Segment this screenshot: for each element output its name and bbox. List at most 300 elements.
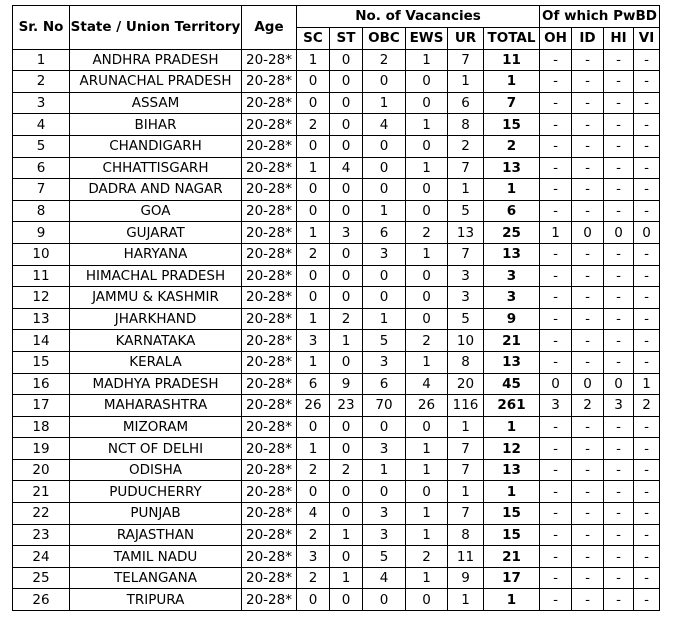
cell-total: 25 bbox=[484, 222, 540, 244]
header-row-1 bbox=[13, 6, 660, 28]
cell-ews: 0 bbox=[406, 308, 448, 330]
cell-sr: 10 bbox=[13, 243, 70, 265]
cell-id: 0 bbox=[572, 222, 604, 244]
cell-vi: - bbox=[634, 438, 660, 460]
cell-st: 4 bbox=[330, 157, 363, 179]
cell-age: 20-28* bbox=[242, 200, 297, 222]
table-row bbox=[13, 395, 660, 417]
cell-sr: 11 bbox=[13, 265, 70, 287]
cell-ews: 0 bbox=[406, 287, 448, 309]
cell-sc: 0 bbox=[297, 71, 330, 93]
cell-ur: 7 bbox=[448, 503, 484, 525]
table-row bbox=[13, 438, 660, 460]
cell-obc: 1 bbox=[363, 200, 406, 222]
cell-st: 0 bbox=[330, 265, 363, 287]
cell-oh: - bbox=[540, 71, 572, 93]
cell-ews: 0 bbox=[406, 71, 448, 93]
table-row bbox=[13, 330, 660, 352]
cell-total: 13 bbox=[484, 351, 540, 373]
cell-oh: - bbox=[540, 308, 572, 330]
cell-ur: 6 bbox=[448, 92, 484, 114]
cell-ur: 116 bbox=[448, 395, 484, 417]
cell-hi: 0 bbox=[604, 222, 634, 244]
cell-oh: 1 bbox=[540, 222, 572, 244]
cell-ews: 1 bbox=[406, 524, 448, 546]
cell-state: TRIPURA bbox=[70, 589, 242, 611]
cell-sr: 6 bbox=[13, 157, 70, 179]
cell-oh: - bbox=[540, 179, 572, 201]
cell-oh: - bbox=[540, 200, 572, 222]
cell-sr: 1 bbox=[13, 49, 70, 71]
cell-ews: 0 bbox=[406, 416, 448, 438]
cell-state: JAMMU & KASHMIR bbox=[70, 287, 242, 309]
cell-obc: 4 bbox=[363, 567, 406, 589]
cell-oh: 3 bbox=[540, 395, 572, 417]
cell-ews: 1 bbox=[406, 49, 448, 71]
cell-age: 20-28* bbox=[242, 179, 297, 201]
cell-total: 2 bbox=[484, 135, 540, 157]
cell-id: - bbox=[572, 92, 604, 114]
table-row bbox=[13, 546, 660, 568]
cell-age: 20-28* bbox=[242, 135, 297, 157]
cell-oh: - bbox=[540, 524, 572, 546]
cell-id: - bbox=[572, 503, 604, 525]
cell-st: 0 bbox=[330, 351, 363, 373]
cell-obc: 0 bbox=[363, 481, 406, 503]
cell-obc: 3 bbox=[363, 524, 406, 546]
cell-id: - bbox=[572, 481, 604, 503]
cell-ews: 2 bbox=[406, 330, 448, 352]
cell-ur: 2 bbox=[448, 135, 484, 157]
cell-sr: 19 bbox=[13, 438, 70, 460]
cell-total: 17 bbox=[484, 567, 540, 589]
header-ews: EWS bbox=[406, 27, 448, 49]
table-row bbox=[13, 481, 660, 503]
cell-vi: - bbox=[634, 200, 660, 222]
cell-sc: 2 bbox=[297, 524, 330, 546]
cell-oh: - bbox=[540, 503, 572, 525]
cell-st: 9 bbox=[330, 373, 363, 395]
cell-ur: 8 bbox=[448, 114, 484, 136]
cell-id: - bbox=[572, 524, 604, 546]
cell-st: 0 bbox=[330, 438, 363, 460]
cell-ur: 7 bbox=[448, 49, 484, 71]
cell-hi: 3 bbox=[604, 395, 634, 417]
cell-ur: 7 bbox=[448, 459, 484, 481]
cell-sr: 17 bbox=[13, 395, 70, 417]
cell-oh: - bbox=[540, 243, 572, 265]
cell-ur: 5 bbox=[448, 200, 484, 222]
cell-obc: 70 bbox=[363, 395, 406, 417]
cell-state: KERALA bbox=[70, 351, 242, 373]
cell-hi: - bbox=[604, 71, 634, 93]
cell-hi: - bbox=[604, 200, 634, 222]
header-hi: HI bbox=[604, 27, 634, 49]
cell-ur: 3 bbox=[448, 265, 484, 287]
table-row bbox=[13, 308, 660, 330]
cell-total: 21 bbox=[484, 330, 540, 352]
cell-sc: 0 bbox=[297, 589, 330, 611]
cell-st: 2 bbox=[330, 308, 363, 330]
cell-id: - bbox=[572, 589, 604, 611]
cell-hi: - bbox=[604, 503, 634, 525]
cell-oh: - bbox=[540, 157, 572, 179]
cell-id: - bbox=[572, 265, 604, 287]
cell-obc: 1 bbox=[363, 459, 406, 481]
header-st: ST bbox=[330, 27, 363, 49]
cell-obc: 3 bbox=[363, 438, 406, 460]
cell-st: 0 bbox=[330, 589, 363, 611]
cell-sr: 12 bbox=[13, 287, 70, 309]
cell-id: - bbox=[572, 114, 604, 136]
cell-vi: - bbox=[634, 92, 660, 114]
cell-hi: 0 bbox=[604, 373, 634, 395]
cell-sc: 0 bbox=[297, 287, 330, 309]
cell-hi: - bbox=[604, 459, 634, 481]
cell-state: TAMIL NADU bbox=[70, 546, 242, 568]
vacancy-table bbox=[12, 5, 660, 611]
cell-ur: 8 bbox=[448, 524, 484, 546]
cell-ur: 9 bbox=[448, 567, 484, 589]
cell-sc: 2 bbox=[297, 567, 330, 589]
cell-sr: 22 bbox=[13, 503, 70, 525]
cell-vi: - bbox=[634, 114, 660, 136]
cell-id: - bbox=[572, 49, 604, 71]
cell-total: 1 bbox=[484, 589, 540, 611]
table-row bbox=[13, 243, 660, 265]
cell-state: TELANGANA bbox=[70, 567, 242, 589]
table-row bbox=[13, 114, 660, 136]
cell-total: 1 bbox=[484, 416, 540, 438]
cell-state: RAJASTHAN bbox=[70, 524, 242, 546]
cell-obc: 3 bbox=[363, 243, 406, 265]
cell-vi: - bbox=[634, 351, 660, 373]
cell-st: 1 bbox=[330, 567, 363, 589]
cell-st: 0 bbox=[330, 546, 363, 568]
cell-sc: 26 bbox=[297, 395, 330, 417]
cell-sr: 26 bbox=[13, 589, 70, 611]
cell-ur: 7 bbox=[448, 243, 484, 265]
cell-total: 15 bbox=[484, 114, 540, 136]
header-total: TOTAL bbox=[484, 27, 540, 49]
cell-ews: 4 bbox=[406, 373, 448, 395]
header-vacancies-group: No. of Vacancies bbox=[297, 6, 540, 28]
cell-sc: 0 bbox=[297, 416, 330, 438]
cell-total: 9 bbox=[484, 308, 540, 330]
cell-id: - bbox=[572, 179, 604, 201]
cell-ews: 26 bbox=[406, 395, 448, 417]
cell-state: PUDUCHERRY bbox=[70, 481, 242, 503]
cell-ur: 5 bbox=[448, 308, 484, 330]
cell-ews: 0 bbox=[406, 179, 448, 201]
cell-oh: - bbox=[540, 92, 572, 114]
cell-ews: 1 bbox=[406, 351, 448, 373]
cell-hi: - bbox=[604, 416, 634, 438]
table-row bbox=[13, 200, 660, 222]
cell-oh: 0 bbox=[540, 373, 572, 395]
cell-vi: - bbox=[634, 416, 660, 438]
cell-ur: 1 bbox=[448, 589, 484, 611]
cell-sr: 7 bbox=[13, 179, 70, 201]
cell-ur: 13 bbox=[448, 222, 484, 244]
cell-age: 20-28* bbox=[242, 265, 297, 287]
cell-ews: 1 bbox=[406, 438, 448, 460]
cell-st: 0 bbox=[330, 200, 363, 222]
cell-ews: 1 bbox=[406, 114, 448, 136]
cell-id: - bbox=[572, 308, 604, 330]
cell-ews: 1 bbox=[406, 567, 448, 589]
cell-obc: 5 bbox=[363, 330, 406, 352]
cell-st: 0 bbox=[330, 416, 363, 438]
table-row bbox=[13, 265, 660, 287]
cell-age: 20-28* bbox=[242, 459, 297, 481]
cell-sr: 18 bbox=[13, 416, 70, 438]
cell-vi: - bbox=[634, 265, 660, 287]
table-row bbox=[13, 71, 660, 93]
cell-ur: 8 bbox=[448, 351, 484, 373]
table-header bbox=[13, 6, 660, 50]
cell-hi: - bbox=[604, 114, 634, 136]
cell-total: 3 bbox=[484, 287, 540, 309]
cell-sc: 1 bbox=[297, 157, 330, 179]
cell-sc: 0 bbox=[297, 135, 330, 157]
cell-st: 0 bbox=[330, 71, 363, 93]
cell-vi: - bbox=[634, 308, 660, 330]
cell-ur: 1 bbox=[448, 416, 484, 438]
cell-ur: 1 bbox=[448, 71, 484, 93]
cell-ur: 1 bbox=[448, 481, 484, 503]
cell-oh: - bbox=[540, 481, 572, 503]
header-state: State / Union Territory bbox=[70, 6, 242, 50]
cell-id: 2 bbox=[572, 395, 604, 417]
cell-ews: 0 bbox=[406, 92, 448, 114]
table-row bbox=[13, 459, 660, 481]
cell-age: 20-28* bbox=[242, 416, 297, 438]
cell-vi: - bbox=[634, 135, 660, 157]
cell-total: 15 bbox=[484, 503, 540, 525]
cell-ews: 1 bbox=[406, 243, 448, 265]
cell-state: HARYANA bbox=[70, 243, 242, 265]
cell-age: 20-28* bbox=[242, 503, 297, 525]
cell-total: 1 bbox=[484, 179, 540, 201]
cell-age: 20-28* bbox=[242, 308, 297, 330]
cell-hi: - bbox=[604, 179, 634, 201]
cell-ur: 20 bbox=[448, 373, 484, 395]
cell-obc: 0 bbox=[363, 287, 406, 309]
cell-age: 20-28* bbox=[242, 49, 297, 71]
cell-id: 0 bbox=[572, 373, 604, 395]
cell-total: 12 bbox=[484, 438, 540, 460]
table-body bbox=[13, 49, 660, 610]
cell-oh: - bbox=[540, 114, 572, 136]
cell-age: 20-28* bbox=[242, 330, 297, 352]
table-row bbox=[13, 179, 660, 201]
cell-sr: 14 bbox=[13, 330, 70, 352]
cell-id: - bbox=[572, 200, 604, 222]
cell-age: 20-28* bbox=[242, 373, 297, 395]
cell-ur: 7 bbox=[448, 157, 484, 179]
cell-ews: 0 bbox=[406, 135, 448, 157]
cell-age: 20-28* bbox=[242, 524, 297, 546]
cell-obc: 3 bbox=[363, 351, 406, 373]
cell-sc: 1 bbox=[297, 351, 330, 373]
cell-oh: - bbox=[540, 567, 572, 589]
cell-hi: - bbox=[604, 589, 634, 611]
cell-obc: 1 bbox=[363, 92, 406, 114]
cell-sc: 0 bbox=[297, 481, 330, 503]
header-id: ID bbox=[572, 27, 604, 49]
cell-obc: 2 bbox=[363, 49, 406, 71]
cell-sc: 6 bbox=[297, 373, 330, 395]
cell-age: 20-28* bbox=[242, 222, 297, 244]
cell-sc: 0 bbox=[297, 179, 330, 201]
cell-ur: 11 bbox=[448, 546, 484, 568]
cell-st: 0 bbox=[330, 243, 363, 265]
table-row bbox=[13, 49, 660, 71]
cell-obc: 5 bbox=[363, 546, 406, 568]
cell-ur: 1 bbox=[448, 179, 484, 201]
cell-vi: - bbox=[634, 71, 660, 93]
cell-total: 13 bbox=[484, 157, 540, 179]
cell-vi: - bbox=[634, 179, 660, 201]
cell-sr: 5 bbox=[13, 135, 70, 157]
cell-age: 20-28* bbox=[242, 157, 297, 179]
cell-sc: 2 bbox=[297, 243, 330, 265]
cell-state: GUJARAT bbox=[70, 222, 242, 244]
header-obc: OBC bbox=[363, 27, 406, 49]
cell-hi: - bbox=[604, 135, 634, 157]
cell-sc: 1 bbox=[297, 222, 330, 244]
cell-ur: 3 bbox=[448, 287, 484, 309]
table-row bbox=[13, 416, 660, 438]
cell-id: - bbox=[572, 71, 604, 93]
cell-oh: - bbox=[540, 351, 572, 373]
cell-st: 0 bbox=[330, 287, 363, 309]
cell-oh: - bbox=[540, 459, 572, 481]
cell-sc: 0 bbox=[297, 265, 330, 287]
cell-vi: - bbox=[634, 524, 660, 546]
cell-sc: 1 bbox=[297, 49, 330, 71]
cell-ews: 0 bbox=[406, 265, 448, 287]
cell-oh: - bbox=[540, 330, 572, 352]
cell-sr: 13 bbox=[13, 308, 70, 330]
table-row bbox=[13, 92, 660, 114]
header-ur: UR bbox=[448, 27, 484, 49]
cell-state: NCT OF DELHI bbox=[70, 438, 242, 460]
cell-total: 7 bbox=[484, 92, 540, 114]
cell-hi: - bbox=[604, 567, 634, 589]
cell-hi: - bbox=[604, 265, 634, 287]
cell-sr: 15 bbox=[13, 351, 70, 373]
cell-hi: - bbox=[604, 49, 634, 71]
table-row bbox=[13, 135, 660, 157]
cell-state: CHHATTISGARH bbox=[70, 157, 242, 179]
cell-state: KARNATAKA bbox=[70, 330, 242, 352]
cell-obc: 3 bbox=[363, 503, 406, 525]
table-row bbox=[13, 351, 660, 373]
cell-st: 1 bbox=[330, 524, 363, 546]
cell-vi: - bbox=[634, 287, 660, 309]
cell-age: 20-28* bbox=[242, 395, 297, 417]
table-row bbox=[13, 567, 660, 589]
cell-obc: 6 bbox=[363, 373, 406, 395]
cell-total: 45 bbox=[484, 373, 540, 395]
cell-age: 20-28* bbox=[242, 243, 297, 265]
cell-obc: 0 bbox=[363, 589, 406, 611]
cell-st: 23 bbox=[330, 395, 363, 417]
cell-st: 2 bbox=[330, 459, 363, 481]
table-row bbox=[13, 373, 660, 395]
cell-oh: - bbox=[540, 546, 572, 568]
cell-oh: - bbox=[540, 287, 572, 309]
cell-vi: - bbox=[634, 546, 660, 568]
cell-state: BIHAR bbox=[70, 114, 242, 136]
header-sr-no: Sr. No bbox=[13, 6, 70, 50]
table-row bbox=[13, 222, 660, 244]
cell-total: 15 bbox=[484, 524, 540, 546]
cell-sr: 16 bbox=[13, 373, 70, 395]
header-age: Age bbox=[242, 6, 297, 50]
cell-obc: 0 bbox=[363, 71, 406, 93]
cell-sr: 9 bbox=[13, 222, 70, 244]
cell-vi: - bbox=[634, 157, 660, 179]
cell-id: - bbox=[572, 243, 604, 265]
cell-state: MAHARASHTRA bbox=[70, 395, 242, 417]
cell-obc: 4 bbox=[363, 114, 406, 136]
cell-obc: 1 bbox=[363, 308, 406, 330]
cell-age: 20-28* bbox=[242, 481, 297, 503]
cell-sr: 3 bbox=[13, 92, 70, 114]
cell-obc: 0 bbox=[363, 265, 406, 287]
header-oh: OH bbox=[540, 27, 572, 49]
cell-oh: - bbox=[540, 49, 572, 71]
cell-sc: 4 bbox=[297, 503, 330, 525]
cell-id: - bbox=[572, 287, 604, 309]
header-vi: VI bbox=[634, 27, 660, 49]
cell-vi: - bbox=[634, 567, 660, 589]
cell-sc: 1 bbox=[297, 308, 330, 330]
cell-total: 13 bbox=[484, 459, 540, 481]
cell-id: - bbox=[572, 416, 604, 438]
cell-id: - bbox=[572, 135, 604, 157]
cell-sr: 21 bbox=[13, 481, 70, 503]
cell-state: MADHYA PRADESH bbox=[70, 373, 242, 395]
table-row bbox=[13, 503, 660, 525]
cell-oh: - bbox=[540, 135, 572, 157]
table-row bbox=[13, 589, 660, 611]
cell-hi: - bbox=[604, 157, 634, 179]
cell-ews: 0 bbox=[406, 200, 448, 222]
cell-ews: 0 bbox=[406, 481, 448, 503]
cell-oh: - bbox=[540, 265, 572, 287]
cell-state: CHANDIGARH bbox=[70, 135, 242, 157]
cell-total: 261 bbox=[484, 395, 540, 417]
cell-ews: 0 bbox=[406, 589, 448, 611]
cell-sc: 3 bbox=[297, 546, 330, 568]
cell-vi: - bbox=[634, 243, 660, 265]
cell-state: MIZORAM bbox=[70, 416, 242, 438]
cell-vi: - bbox=[634, 49, 660, 71]
cell-id: - bbox=[572, 330, 604, 352]
cell-age: 20-28* bbox=[242, 351, 297, 373]
cell-sr: 4 bbox=[13, 114, 70, 136]
cell-age: 20-28* bbox=[242, 546, 297, 568]
cell-st: 1 bbox=[330, 330, 363, 352]
table-row bbox=[13, 157, 660, 179]
cell-state: HIMACHAL PRADESH bbox=[70, 265, 242, 287]
cell-sr: 20 bbox=[13, 459, 70, 481]
cell-obc: 6 bbox=[363, 222, 406, 244]
